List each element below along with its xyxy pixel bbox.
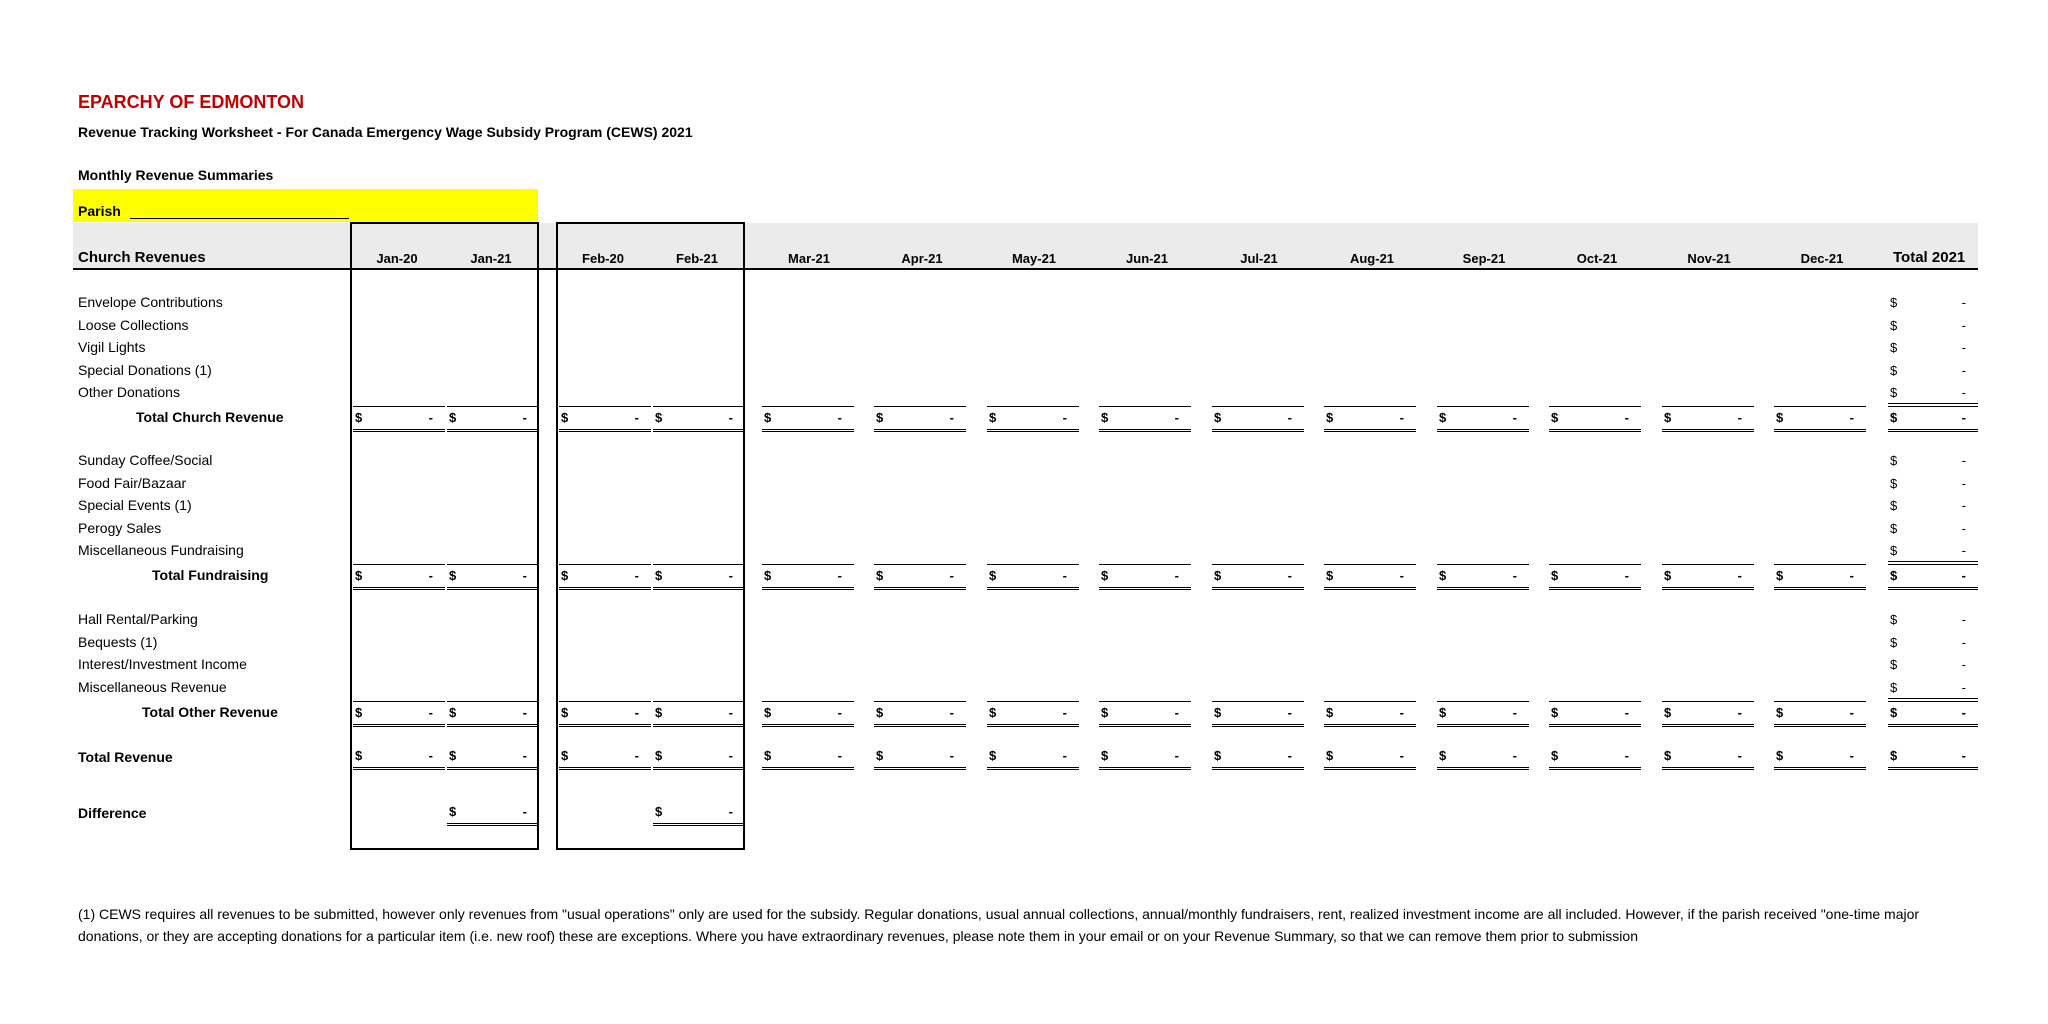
ytd-cell[interactable] [1888,385,1978,404]
month-header: Jan-21 [470,251,512,266]
line-item-label: Miscellaneous Revenue [78,678,227,695]
currency-symbol: $ [1776,748,1784,763]
value-dash: - [1624,748,1629,763]
currency-symbol: $ [1890,340,1898,356]
total-ytd-cell[interactable] [1888,701,1978,727]
currency-symbol: $ [1101,705,1109,720]
total-cell[interactable] [1549,745,1641,770]
currency-symbol: $ [1890,612,1898,627]
value-dash: - [428,410,433,425]
month-header: Nov-21 [1687,251,1731,266]
total-cell[interactable] [1774,564,1866,590]
footnote: (1) CEWS requires all revenues to be submitted, however only revenues from "usual operations" only are used for the subsidy. Regular donations, usual annual collections, annual/monthly fundraisers, rent, realized investment income are all included. However, if the parish received "one-time major donations, or they are accepting donations for a particular item (i.e. new roof) these are exceptions. Where you have extraordinary revenues, please note them in your email or on your Revenue Summary, so that we can remove them prior to submission [78,906,1920,944]
total-cell[interactable] [1099,406,1191,432]
value-dash: - [1961,362,1966,378]
total-cell[interactable] [1324,745,1416,770]
value-dash: - [1849,705,1854,720]
value-dash: - [1737,748,1742,763]
currency-symbol: $ [1776,705,1784,720]
currency-symbol: $ [989,410,997,425]
value-dash: - [728,568,733,583]
section-title: Monthly Revenue Summaries [78,167,274,183]
currency-symbol: $ [1664,568,1672,583]
month-header: Oct-21 [1576,251,1618,266]
currency-symbol: $ [1439,748,1447,763]
total-cell[interactable] [1662,564,1754,590]
total-cell[interactable] [1324,564,1416,590]
total-cell[interactable] [1549,564,1641,590]
currency-symbol: $ [1664,748,1672,763]
total-cell[interactable] [1662,701,1754,727]
currency-symbol: $ [561,568,569,583]
total-revenue-label: Total Revenue [78,749,173,765]
value-dash: - [522,748,527,763]
value-dash: - [1961,543,1966,559]
total-cell[interactable] [1549,701,1641,727]
value-dash: - [1624,410,1629,425]
ytd-cell[interactable] [1888,295,1978,313]
currency-symbol: $ [1890,657,1898,673]
currency-symbol: $ [876,748,884,763]
value-dash: - [1961,520,1966,536]
currency-symbol: $ [449,748,457,763]
value-dash: - [1512,568,1517,583]
value-dash: - [837,705,842,720]
total-cell[interactable] [874,745,966,770]
currency-symbol: $ [655,748,663,763]
total-ytd-cell[interactable] [1888,745,1978,770]
value-dash: - [1961,340,1966,356]
ytd-cell[interactable] [1888,318,1978,336]
currency-symbol: $ [561,410,569,425]
value-dash: - [1961,475,1966,491]
ytd-cell[interactable] [1888,453,1978,471]
value-dash: - [1961,748,1966,763]
total-cell[interactable] [874,701,966,727]
ytd-cell[interactable] [1888,476,1978,494]
total-cell[interactable] [1099,701,1191,727]
currency-symbol: $ [1890,475,1898,491]
currency-symbol: $ [355,568,363,583]
value-dash: - [1961,295,1966,310]
currency-symbol: $ [876,705,884,720]
currency-symbol: $ [1664,705,1672,720]
currency-symbol: $ [1214,748,1222,763]
value-dash: - [1062,748,1067,763]
currency-symbol: $ [1890,748,1898,763]
header-category: Church Revenues [78,249,206,266]
value-dash: - [1849,748,1854,763]
section-total-label: Total Church Revenue [136,409,284,425]
ytd-cell[interactable] [1888,543,1978,562]
value-dash: - [634,748,639,763]
total-cell[interactable] [1549,406,1641,432]
currency-symbol: $ [764,748,772,763]
total-cell[interactable] [1662,406,1754,432]
value-dash: - [522,705,527,720]
value-dash: - [428,568,433,583]
month-header: Dec-21 [1800,251,1844,266]
total-cell[interactable] [1212,406,1304,432]
value-dash: - [1512,705,1517,720]
total-cell[interactable] [987,701,1079,727]
value-dash: - [1961,679,1966,695]
currency-symbol: $ [655,804,663,819]
currency-symbol: $ [1439,568,1447,583]
currency-symbol: $ [1439,705,1447,720]
value-dash: - [1849,410,1854,425]
worksheet-subtitle: Revenue Tracking Worksheet - For Canada Emergency Wage Subsidy Program (CEWS) 2021 [78,124,693,140]
currency-symbol: $ [1776,410,1784,425]
currency-symbol: $ [1214,410,1222,425]
total-cell[interactable] [1212,564,1304,590]
value-dash: - [1399,568,1404,583]
currency-symbol: $ [449,410,457,425]
currency-symbol: $ [764,410,772,425]
organization-title: EPARCHY OF EDMONTON [78,92,305,112]
total-ytd-cell[interactable] [1888,564,1978,590]
value-dash: - [1174,705,1179,720]
line-item-label: Special Donations (1) [78,361,212,378]
value-dash: - [428,705,433,720]
total-cell[interactable] [1662,745,1754,770]
value-dash: - [1737,568,1742,583]
month-header: Feb-21 [676,251,718,266]
value-dash: - [1287,410,1292,425]
value-dash: - [522,410,527,425]
section-total-label: Total Other Revenue [142,704,278,720]
value-dash: - [1737,410,1742,425]
parish-label: Parish [78,203,121,219]
currency-symbol: $ [449,804,457,819]
value-dash: - [1062,568,1067,583]
currency-symbol: $ [1890,705,1898,720]
value-dash: - [1399,748,1404,763]
value-dash: - [1512,410,1517,425]
value-dash: - [728,410,733,425]
month-header: Sep-21 [1462,251,1506,266]
ytd-cell[interactable] [1888,680,1978,699]
ytd-cell[interactable] [1888,521,1978,539]
value-dash: - [1399,705,1404,720]
total-cell[interactable] [1437,745,1529,770]
value-dash: - [1174,568,1179,583]
currency-symbol: $ [655,568,663,583]
currency-symbol: $ [876,568,884,583]
currency-symbol: $ [876,410,884,425]
currency-symbol: $ [1214,568,1222,583]
currency-symbol: $ [1326,568,1334,583]
value-dash: - [1961,634,1966,650]
value-dash: - [837,568,842,583]
value-dash: - [1624,568,1629,583]
line-item-label: Other Donations [78,384,180,401]
total-cell[interactable] [1774,745,1866,770]
line-item-label: Loose Collections [78,316,189,333]
total-cell[interactable] [1437,564,1529,590]
line-item-label: Sunday Coffee/Social [78,452,213,468]
currency-symbol: $ [1890,543,1898,559]
currency-symbol: $ [989,568,997,583]
ytd-cell[interactable] [1888,363,1978,381]
currency-symbol: $ [764,568,772,583]
value-dash: - [428,748,433,763]
feb-comparison-box [556,222,745,850]
value-dash: - [1399,410,1404,425]
value-dash: - [634,410,639,425]
value-dash: - [1062,410,1067,425]
total-cell[interactable] [987,745,1079,770]
currency-symbol: $ [1101,410,1109,425]
ytd-cell[interactable] [1888,635,1978,653]
line-item-label: Special Events (1) [78,497,192,514]
total-cell[interactable] [1774,701,1866,727]
value-dash: - [522,804,527,819]
currency-symbol: $ [1890,568,1898,583]
currency-symbol: $ [989,748,997,763]
currency-symbol: $ [1101,568,1109,583]
value-dash: - [1961,657,1966,673]
currency-symbol: $ [1551,568,1559,583]
parish-input-line[interactable] [130,218,349,219]
month-header: Mar-21 [788,251,830,266]
total-cell[interactable] [987,564,1079,590]
currency-symbol: $ [1890,634,1898,650]
value-dash: - [949,748,954,763]
line-item-label: Perogy Sales [78,519,162,536]
currency-symbol: $ [1890,498,1898,514]
line-item-label: Food Fair/Bazaar [78,474,187,491]
total-cell[interactable] [762,564,854,590]
value-dash: - [1849,568,1854,583]
value-dash: - [1287,748,1292,763]
value-dash: - [837,410,842,425]
total-cell[interactable] [874,406,966,432]
value-dash: - [837,748,842,763]
ytd-cell[interactable] [1888,498,1978,516]
month-header: Jan-20 [376,251,418,266]
line-item-label: Bequests (1) [78,633,158,650]
total-cell[interactable] [762,701,854,727]
currency-symbol: $ [1890,295,1898,310]
currency-symbol: $ [1551,410,1559,425]
line-item-label: Interest/Investment Income [78,656,247,673]
value-dash: - [1512,748,1517,763]
total-cell[interactable] [762,745,854,770]
value-dash: - [1961,568,1966,583]
value-dash: - [634,705,639,720]
value-dash: - [1174,748,1179,763]
value-dash: - [1287,705,1292,720]
month-header: May-21 [1011,251,1057,266]
jan-comparison-box [350,222,539,850]
line-item-label: Vigil Lights [78,339,146,356]
value-dash: - [1961,705,1966,720]
value-dash: - [1961,410,1966,425]
total-cell[interactable] [987,406,1079,432]
total-cell[interactable] [1774,406,1866,432]
currency-symbol: $ [1890,679,1898,695]
parish-field[interactable] [73,189,538,222]
total-cell[interactable] [762,406,854,432]
month-header: Jul-21 [1240,251,1278,266]
currency-symbol: $ [1890,453,1898,468]
section-total-label: Total Fundraising [152,567,269,583]
currency-symbol: $ [1101,748,1109,763]
value-dash: - [522,568,527,583]
value-dash: - [1624,705,1629,720]
total-cell[interactable] [1324,406,1416,432]
currency-symbol: $ [1326,410,1334,425]
currency-symbol: $ [1551,705,1559,720]
currency-symbol: $ [355,748,363,763]
currency-symbol: $ [655,410,663,425]
total-cell[interactable] [1099,745,1191,770]
currency-symbol: $ [355,410,363,425]
total-header: Total 2021 [1893,249,1966,266]
currency-symbol: $ [1890,362,1898,378]
currency-symbol: $ [989,705,997,720]
total-cell[interactable] [1324,701,1416,727]
currency-symbol: $ [764,705,772,720]
currency-symbol: $ [561,705,569,720]
currency-symbol: $ [1326,748,1334,763]
value-dash: - [1961,385,1966,401]
month-header: Feb-20 [582,251,624,266]
currency-symbol: $ [1890,520,1898,536]
total-cell[interactable] [1437,701,1529,727]
total-ytd-cell[interactable] [1888,406,1978,432]
value-dash: - [728,705,733,720]
currency-symbol: $ [561,748,569,763]
currency-symbol: $ [1551,748,1559,763]
currency-symbol: $ [655,705,663,720]
line-item-label: Miscellaneous Fundraising [78,542,244,559]
total-cell[interactable] [1212,701,1304,727]
value-dash: - [1961,498,1966,514]
total-cell[interactable] [874,564,966,590]
currency-symbol: $ [355,705,363,720]
currency-symbol: $ [1890,410,1898,425]
value-dash: - [1062,705,1067,720]
currency-symbol: $ [1439,410,1447,425]
ytd-cell[interactable] [1888,340,1978,358]
total-cell[interactable] [1212,745,1304,770]
difference-label: Difference [78,805,147,821]
value-dash: - [1287,568,1292,583]
currency-symbol: $ [449,705,457,720]
total-cell[interactable] [1437,406,1529,432]
total-cell[interactable] [1099,564,1191,590]
ytd-cell[interactable] [1888,612,1978,630]
value-dash: - [1961,612,1966,627]
currency-symbol: $ [1890,385,1898,401]
month-header: Aug-21 [1349,251,1395,266]
value-dash: - [728,804,733,819]
value-dash: - [1174,410,1179,425]
ytd-cell[interactable] [1888,657,1978,675]
value-dash: - [634,568,639,583]
currency-symbol: $ [1776,568,1784,583]
currency-symbol: $ [1214,705,1222,720]
currency-symbol: $ [1890,317,1898,333]
line-item-label: Envelope Contributions [78,294,223,310]
value-dash: - [949,705,954,720]
currency-symbol: $ [1664,410,1672,425]
value-dash: - [949,568,954,583]
currency-symbol: $ [1326,705,1334,720]
value-dash: - [1737,705,1742,720]
value-dash: - [1961,453,1966,468]
month-header: Apr-21 [901,251,943,266]
value-dash: - [728,748,733,763]
currency-symbol: $ [449,568,457,583]
line-item-label: Hall Rental/Parking [78,611,198,627]
value-dash: - [949,410,954,425]
value-dash: - [1961,317,1966,333]
month-header: Jun-21 [1126,251,1168,266]
